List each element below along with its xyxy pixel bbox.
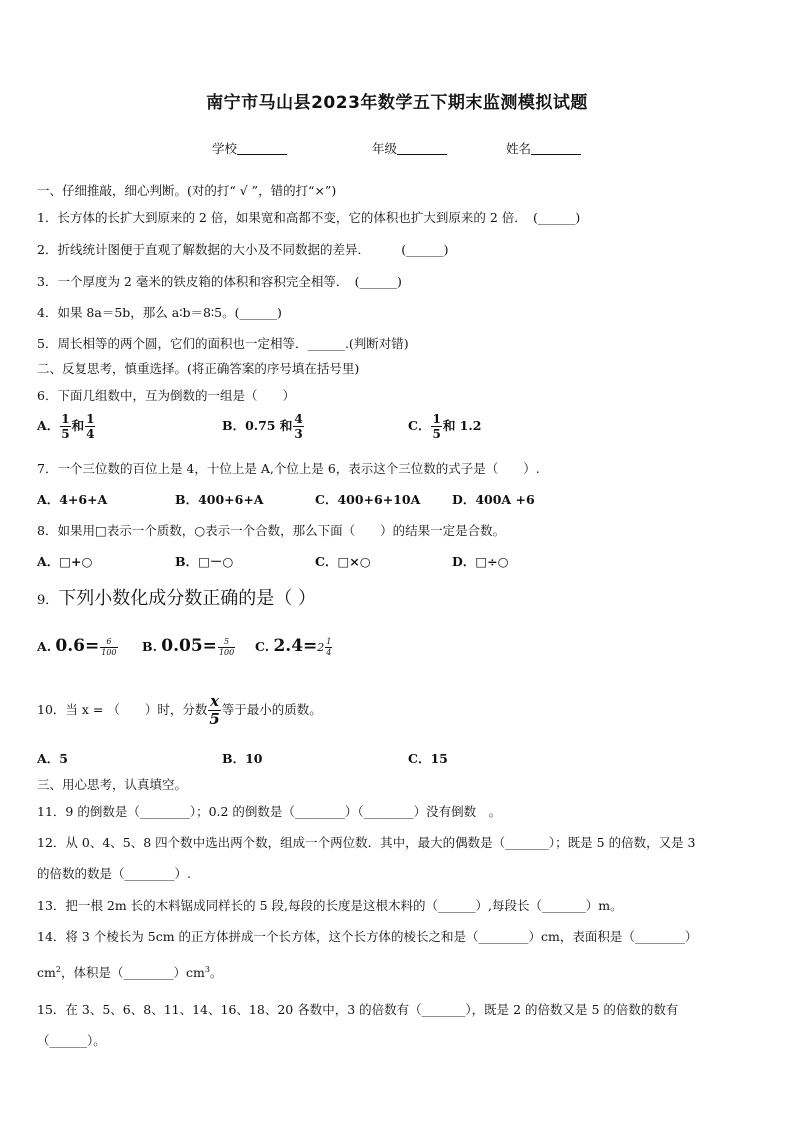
section-1-heading: 一、仔细推敲，细心判断。(对的打“ √ ”，错的打“×”) bbox=[37, 183, 337, 198]
school-field[interactable] bbox=[212, 139, 287, 157]
name-field[interactable] bbox=[506, 139, 581, 157]
question-14-line-1: 14．将 3 个棱长为 5cm 的正方体拼成一个长方体，这个长方体的棱长之和是（________）cm，表面积是（________） bbox=[37, 929, 698, 944]
q7-option-c: C．400+6+10A bbox=[315, 492, 421, 507]
grade-field[interactable] bbox=[372, 139, 447, 157]
q7-option-a: A．4+6+A bbox=[37, 492, 108, 507]
q9-option-a: A. 0.6= $\frac{6}{100}$ bbox=[37, 636, 117, 657]
question-13: 13．把一根 2m 长的木料锯成同样长的 5 段,每段的长度是这根木料的（______）,每段长（_______）m。 bbox=[37, 898, 623, 913]
q7-option-d: D．400A +6 bbox=[452, 492, 535, 507]
q9-option-b: B. 0.05= $\frac{5}{100}$ bbox=[142, 636, 235, 657]
question-6: 6．下面几组数中，互为倒数的一组是（ ） bbox=[37, 388, 295, 403]
question-14-line-2: $cm^2$，体积是$(\_\_\_\_\_\_\_\_)cm^3$。 bbox=[37, 964, 223, 980]
q6-option-a: A． $\frac{1}{5}$ 和 $\frac{1}{4}$ bbox=[37, 412, 95, 441]
q8-option-d: D．□÷○ bbox=[452, 554, 509, 569]
question-3: 3．一个厚度为 2 毫米的铁皮箱的体积和容积完全相等． (______) bbox=[37, 274, 402, 289]
q10-option-b: B．10 bbox=[222, 751, 263, 766]
school-label: 学校 bbox=[212, 141, 238, 156]
grade-label: 年级 bbox=[372, 141, 398, 156]
q8-option-b: B．□－○ bbox=[175, 554, 234, 569]
q6-option-c: C． $\frac{1}{5}$ 和 1.2 bbox=[408, 412, 482, 441]
question-15-line-2: （______）。 bbox=[37, 1033, 106, 1048]
question-2: 2．折线统计图便于直观了解数据的大小及不同数据的差异． (______) bbox=[37, 242, 449, 257]
q8-option-a: A．□+○ bbox=[37, 554, 93, 569]
question-12-line-1: 12．从 0、4、5、8 四个数中选出两个数，组成一个两位数．其中，最大的偶数是（_______）；既是 5 的倍数，又是 3 bbox=[37, 835, 696, 850]
question-15-line-1: 15．在 3、5、6、8、11、14、16、18、20 各数中，3 的倍数有（_______），既是 2 的倍数又是 5 的倍数的数有 bbox=[37, 1002, 679, 1017]
question-5: 5．周长相等的两个圆，它们的面积也一定相等．______.(判断对错) bbox=[37, 336, 409, 351]
page-title: 南宁市马山县2023年数学五下期末监测模拟试题 bbox=[206, 93, 588, 113]
question-12-line-2: 的倍数的数是（________）. bbox=[37, 866, 191, 881]
section-3-heading: 三、用心思考，认真填空。 bbox=[37, 777, 188, 792]
name-label: 姓名 bbox=[506, 141, 532, 156]
section-2-heading: 二、反复思考，慎重选择。(将正确答案的序号填在括号里) bbox=[37, 361, 360, 376]
q10-option-a: A．5 bbox=[37, 751, 68, 766]
q8-option-c: C．□×○ bbox=[315, 554, 371, 569]
question-9: 9．下列小数化成分数正确的是（ ） bbox=[37, 588, 317, 609]
q7-option-b: B．400+6+A bbox=[175, 492, 264, 507]
question-10: 10．当 x = （ ）时，分数 $\frac{x}{5}$ 等于最小的质数。 bbox=[37, 692, 322, 728]
question-1: 1．长方体的长扩大到原来的 2 倍，如果宽和高都不变，它的体积也扩大到原来的 2 倍． (______) bbox=[37, 210, 581, 225]
q6-option-b: B．0.75 和 $\frac{4}{3}$ bbox=[222, 412, 303, 441]
question-8: 8．如果用□表示一个质数，○表示一个合数，那么下面（ ）的结果一定是合数。 bbox=[37, 523, 506, 538]
q10-option-c: C．15 bbox=[408, 751, 448, 766]
question-11: 11．9 的倒数是（________）；0.2 的倒数是（________）（________）没有倒数 。 bbox=[37, 804, 502, 819]
question-7: 7．一个三位数的百位上是 4，十位上是 A,个位上是 6，表示这个三位数的式子是（ ）. bbox=[37, 461, 540, 476]
q9-option-c: C. 2.4=2 $\frac{1}{4}$ bbox=[255, 636, 332, 657]
question-4: 4．如果 8a＝5b，那么 a∶b＝8∶5。(______) bbox=[37, 305, 282, 320]
